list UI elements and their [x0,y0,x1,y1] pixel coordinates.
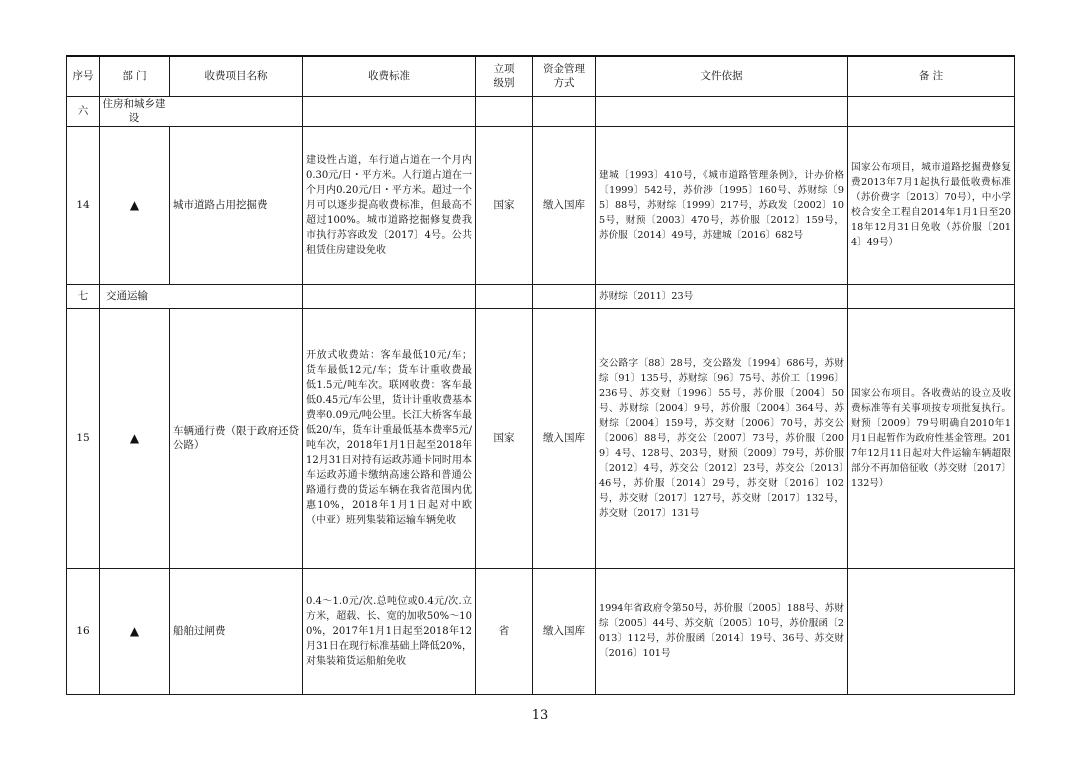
header-standard: 收费标准 [303,56,476,96]
section-row-7 [67,284,1015,308]
row-14-seq: 14 [67,126,100,284]
fee-table [66,55,1015,695]
row-15-item-name: 车辆通行费（限于政府还贷公路） [170,308,303,568]
section-6-standard [303,96,476,126]
section-7-standard [303,284,476,308]
section-7-dept: 交通运输 [100,284,303,308]
table-header-row [67,56,1015,96]
table-row-16 [67,568,1015,694]
header-dept: 部 门 [100,56,170,96]
row-14-level: 国家 [476,126,533,284]
row-15-triangle-icon: ▲ [100,308,170,568]
header-note: 备 注 [848,56,1015,96]
row-16-standard: 0.4～1.0元/次.总吨位或0.4元/次.立方米，超载、长、宽的加收50%～100%，2017年1月1日起至2018年12月31日在现行标准基础上降低20%，对集装箱货运船舶免收 [303,568,476,694]
header-seq: 序号 [67,56,100,96]
header-fund: 资金管理 方式 [533,56,596,96]
section-6-note [848,96,1015,126]
section-6-dept: 住房和城乡建设 [102,98,166,124]
section-6-fund [533,96,596,126]
row-16-triangle-icon: ▲ [100,568,170,694]
header-basis: 文件依据 [596,56,848,96]
row-14-standard: 建设性占道，车行道占道在一个月内0.30元/日・平方米。人行道占道在一个月内0.20元/日・平方米。超过一个月可以逐步提高收费标准，但最高不超过100%。城市道路挖掘修复费我市执行苏容政发〔2017〕4号。公共租赁住房建设免收 [303,126,476,284]
section-6-seq: 六 [67,96,100,126]
section-row-6 [67,96,1015,126]
row-15-fund: 缴入国库 [533,308,596,568]
row-16-seq: 16 [67,568,100,694]
row-16-fund: 缴入国库 [533,568,596,694]
section-7-note [848,284,1015,308]
row-14-fund: 缴入国库 [533,126,596,284]
row-16-item-name: 船舶过闸费 [170,568,303,694]
row-14-triangle-icon: ▲ [100,126,170,284]
section-7-fund [533,284,596,308]
row-15-level: 国家 [476,308,533,568]
row-15-seq: 15 [67,308,100,568]
row-16-level: 省 [476,568,533,694]
row-15-standard: 开放式收费站：客车最低10元/车；货车最低12元/车；货车计重收费最低1.5元/吨车次。联网收费：客车最低0.45元/车公里，货计计重收费基本费率0.09元/吨公里。长江大桥客车最低20/车，货车计重最低基本费率5元/吨车次，2018年1月1日起至2018年12月31日对持有运政苏通卡同时用本车运政苏通卡缴纳高速公路和普通公路通行费的货运车辆在我省范围内优惠10%，2018年1月1日起对中欧（中亚）班列集装箱运输车辆免收 [303,308,476,568]
section-7-seq: 七 [67,284,100,308]
table-row-14 [67,126,1015,284]
header-item-name: 收费项目名称 [170,56,303,96]
row-14-note: 国家公布项目，城市道路挖掘费修复费2013年7月1起执行最低收费标准（苏价费字〔2013〕70号），中小学校合安全工程自2014年1月1日至2018年12月31日免收（苏价服〔2014〕49号） [848,126,1015,284]
section-7-level [476,284,533,308]
table-row-15 [67,308,1015,568]
page-number: 13 [531,708,549,723]
section-6-level [476,96,533,126]
row-16-note [848,568,1015,694]
row-15-basis: 交公路字〔88〕28号，交公路发〔1994〕686号，苏财综〔91〕135号，苏财综〔96〕75号、苏价工〔1996〕236号、苏交财〔1996〕55号，苏价服〔2004〕50号、苏财综〔2004〕9号，苏价服〔2004〕364号、苏财综〔2004〕159号，苏交财〔2006〕70号，苏交公〔2006〕88号，苏交公〔2007〕73号，苏价服〔2009〕4号、128号、203号，财预〔2009〕79号，苏价服〔2012〕4号，苏交公〔2012〕23号，苏交公〔2013〕46号，苏价服〔2014〕29号，苏交财〔2016〕102号，苏交财〔2017〕127号，苏交财〔2017〕132号，苏交财〔2017〕131号 [596,308,848,568]
row-14-item-name: 城市道路占用挖掘费 [170,126,303,284]
header-level: 立项 级别 [476,56,533,96]
section-7-basis: 苏财综〔2011〕23号 [596,284,848,308]
section-6-basis [596,96,848,126]
row-14-basis: 建城〔1993〕410号，《城市道路管理条例》，计办价格〔1999〕542号，苏价涉〔1995〕160号、苏财综〔95〕88号，苏财综〔1999〕217号，苏政发〔2002〕105号，财预〔2003〕470号，苏价服〔2012〕159号，苏价服〔2014〕49号，苏建城〔2016〕682号 [596,126,848,284]
row-15-note: 国家公布项目。各收费站的设立及收费标准等有关事项按专项批复执行。财预〔2009〕79号明确自2010年1月1日起暂作为政府性基金管理。2017年12月11日起对大件运输车辆超限部分不再加倍征收（苏交财〔2017〕132号） [848,308,1015,568]
row-16-basis: 1994年省政府令第50号，苏价服〔2005〕188号、苏财综〔2005〕44号、苏交航〔2005〕10号，苏价服函〔2013〕112号，苏价服函〔2014〕19号、36号、苏交财〔2016〕101号 [596,568,848,694]
